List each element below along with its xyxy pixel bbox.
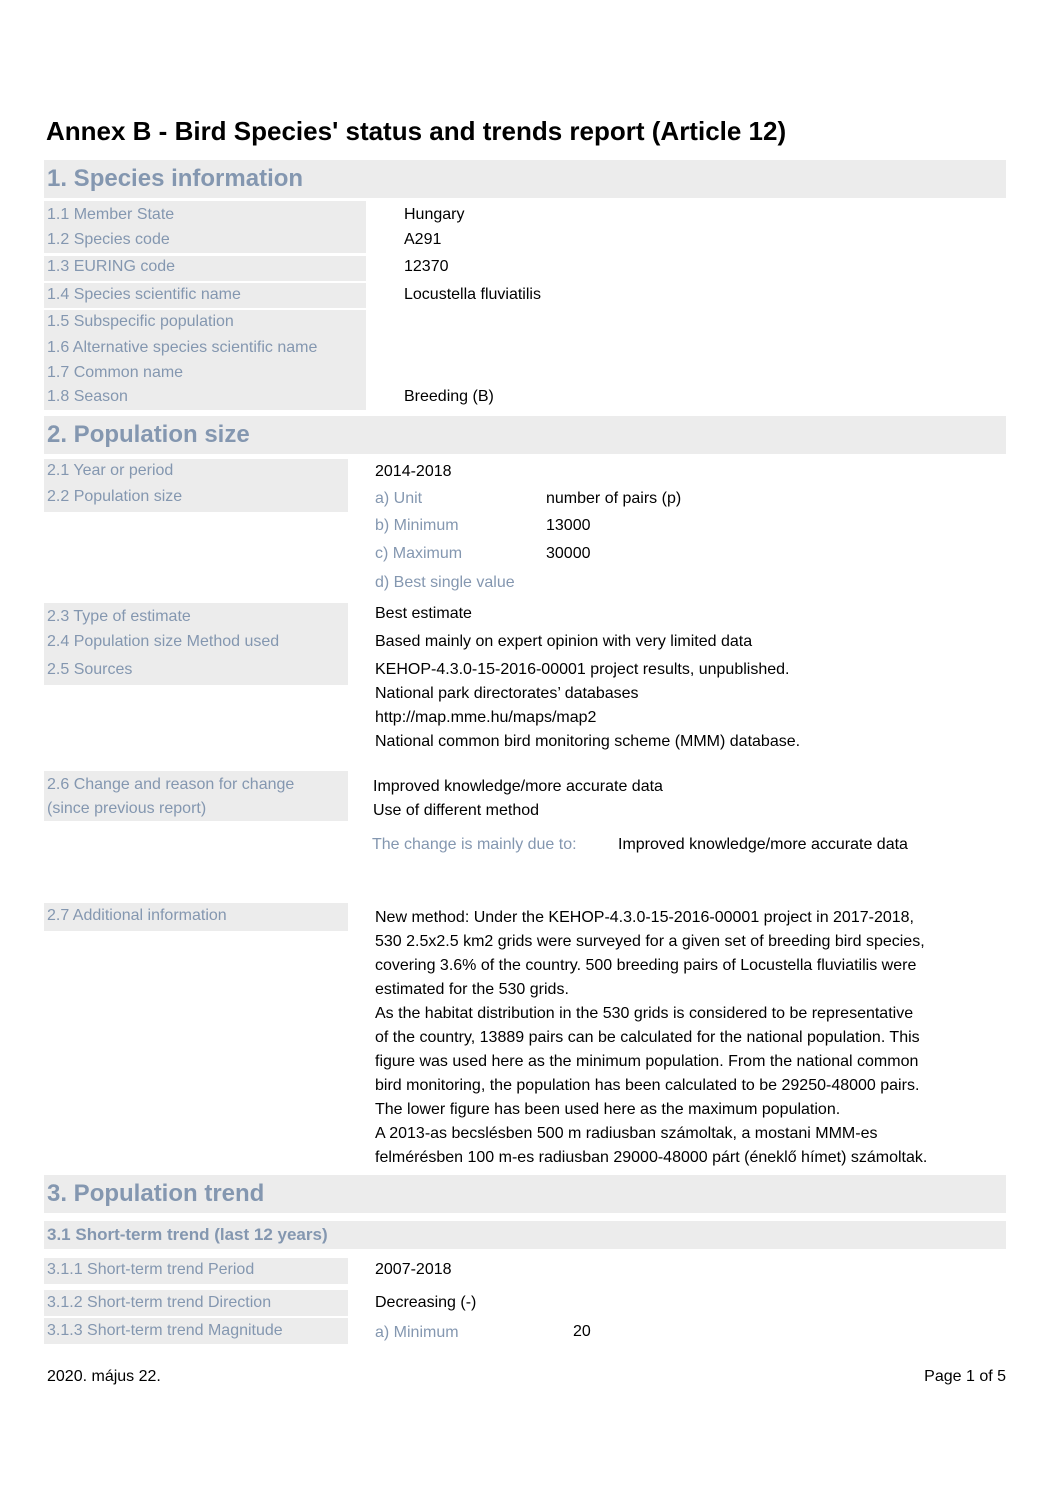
common-name-label: 1.7 Common name — [47, 364, 184, 381]
section-title-trend: 3. Population trend — [47, 1180, 265, 1207]
change-label: 2.6 Change and reason for change — [47, 776, 295, 793]
minimum-label: b) Minimum — [375, 517, 459, 534]
text-line: figure was used here as the minimum population. From the national common — [375, 1053, 919, 1070]
scientific-name-label: 1.4 Species scientific name — [47, 286, 241, 303]
trend-period-label: 3.1.1 Short-term trend Period — [47, 1261, 255, 1278]
source-item: KEHOP-4.3.0-15-2016-00001 project results, unpublished. — [375, 661, 790, 678]
additional-info-label: 2.7 Additional information — [47, 907, 227, 924]
change-label-sub: (since previous report) — [47, 800, 207, 817]
additional-info-text — [375, 906, 1005, 1170]
euring-label: 1.3 EURING code — [47, 258, 176, 275]
maximum-label: c) Maximum — [375, 545, 463, 562]
change-main-label: The change is mainly due to: — [372, 836, 577, 853]
subspecific-label: 1.5 Subspecific population — [47, 313, 234, 330]
species-code-value: A291 — [404, 231, 442, 248]
source-item: National park directorates’ databases — [375, 685, 639, 702]
text-line: covering 3.6% of the country. 500 breeding pairs of Locustella fluviatilis were — [375, 957, 917, 974]
text-line: estimated for the 530 grids. — [375, 981, 569, 998]
text-line: felmérésben 100 m-es radiusban 29000-48000 párt (éneklő hímet) számoltak. — [375, 1149, 928, 1166]
document-title: Annex B - Bird Species' status and trends report (Article 12) — [46, 116, 787, 146]
estimate-type-value: Best estimate — [375, 605, 472, 622]
trend-period-value: 2007-2018 — [375, 1261, 452, 1278]
change-main-value: Improved knowledge/more accurate data — [618, 836, 908, 853]
trend-direction-label: 3.1.2 Short-term trend Direction — [47, 1294, 272, 1311]
source-item: http://map.mme.hu/maps/map2 — [375, 709, 597, 726]
season-label: 1.8 Season — [47, 388, 128, 405]
season-value: Breeding (B) — [404, 388, 494, 405]
sources-label: 2.5 Sources — [47, 661, 133, 678]
text-line: of the country, 13889 pairs can be calculated for the national population. This — [375, 1029, 920, 1046]
method-label: 2.4 Population size Method used — [47, 633, 280, 650]
method-value: Based mainly on expert opinion with very limited data — [375, 633, 753, 650]
member-state-label: 1.1 Member State — [47, 206, 175, 223]
alt-name-label: 1.6 Alternative species scientific name — [47, 339, 318, 356]
text-line: As the habitat distribution in the 530 grids is considered to be representative — [375, 1005, 914, 1022]
species-code-label: 1.2 Species code — [47, 231, 170, 248]
unit-label: a) Unit — [375, 490, 423, 507]
euring-value: 12370 — [404, 258, 449, 275]
text-line: 530 2.5x2.5 km2 grids were surveyed for a given set of breeding bird species, — [375, 933, 925, 950]
text-line: The lower figure has been used here as the maximum population. — [375, 1101, 841, 1118]
magnitude-min-value: 20 — [573, 1323, 591, 1340]
scientific-name-value: Locustella fluviatilis — [404, 286, 541, 303]
population-size-label: 2.2 Population size — [47, 488, 183, 505]
section-title-species: 1. Species information — [47, 165, 304, 192]
unit-value: number of pairs (p) — [546, 490, 682, 507]
estimate-type-label: 2.3 Type of estimate — [47, 608, 191, 625]
footer-page-number: Page 1 of 5 — [924, 1368, 1006, 1385]
change-reason-item: Improved knowledge/more accurate data — [373, 778, 663, 795]
trend-direction-value: Decreasing (-) — [375, 1294, 477, 1311]
trend-magnitude-label: 3.1.3 Short-term trend Magnitude — [47, 1322, 283, 1339]
text-line: bird monitoring, the population has been calculated to be 29250-48000 pairs. — [375, 1077, 920, 1094]
change-reason-item: Use of different method — [373, 802, 540, 819]
maximum-value: 30000 — [546, 545, 591, 562]
magnitude-min-label: a) Minimum — [375, 1324, 459, 1341]
minimum-value: 13000 — [546, 517, 591, 534]
footer-date: 2020. május 22. — [47, 1368, 161, 1385]
source-item: National common bird monitoring scheme (MMM) database. — [375, 733, 801, 750]
short-term-trend-title: 3.1 Short-term trend (last 12 years) — [47, 1225, 328, 1244]
text-line: A 2013-as becslésben 500 m radiusban számoltak, a mostani MMM-es — [375, 1125, 878, 1142]
year-value: 2014-2018 — [375, 463, 452, 480]
text-line: New method: Under the KEHOP-4.3.0-15-2016-00001 project in 2017-2018, — [375, 909, 914, 926]
section-title-population: 2. Population size — [47, 421, 250, 448]
member-state-value: Hungary — [404, 206, 465, 223]
year-label: 2.1 Year or period — [47, 462, 174, 479]
best-value-label: d) Best single value — [375, 574, 515, 591]
